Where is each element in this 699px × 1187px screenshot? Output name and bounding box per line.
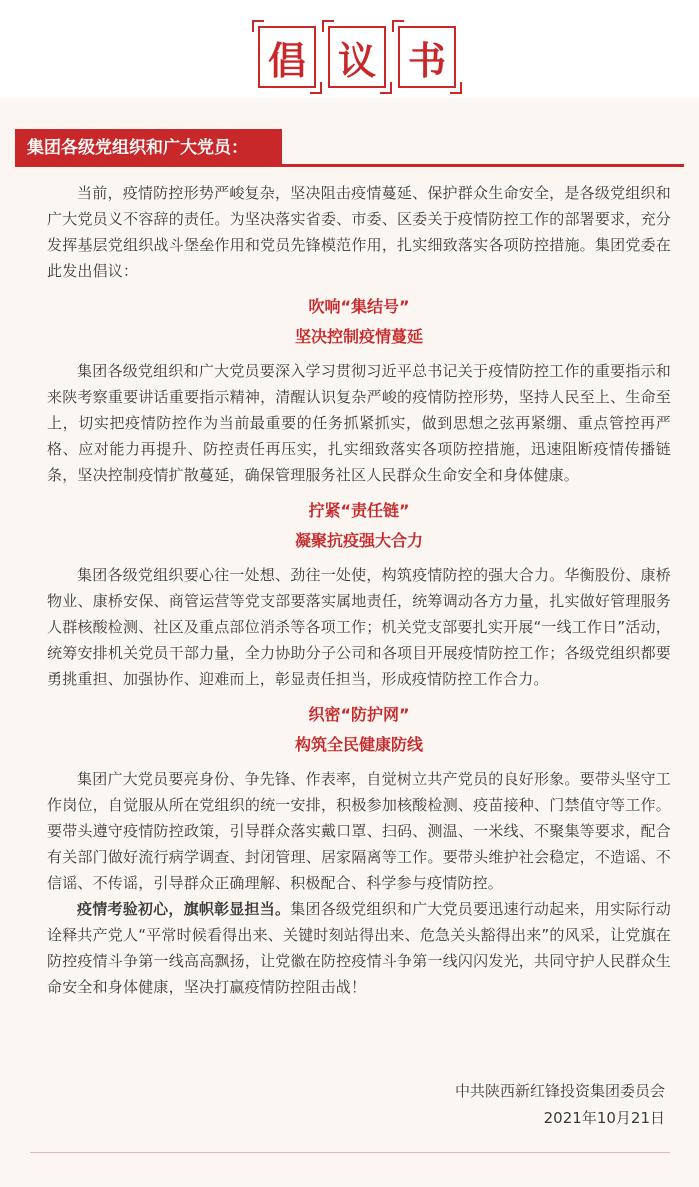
intro-paragraph: 当前，疫情防控形势严峻复杂，坚决阻击疫情蔓延、保护群众生命安全，是各级党组织和广大党员义不容辞的责任。为坚决落实省委、市委、区委关于疫情防控工作的部署要求，充分发挥基层党组织战斗堡垒作用和党员先锋模范作用，扎实细致落实各项防控措施。集团党委在此发出倡议： bbox=[47, 184, 671, 280]
section-subheading: 构筑全民健康防线 bbox=[294, 735, 423, 754]
title-char: 书 bbox=[398, 26, 456, 88]
document-title bbox=[258, 26, 456, 88]
section-heading: 吹响“集结号” bbox=[308, 297, 410, 316]
title-char: 议 bbox=[328, 26, 386, 88]
footer-divider bbox=[30, 1152, 670, 1153]
section-heading: 拧紧“责任链” bbox=[308, 501, 410, 520]
document-body bbox=[47, 180, 671, 1000]
section-paragraph: 集团各级党组织要心往一处想、劲往一处使，构筑疫情防控的强大合力。华衡股份、康桥物业、康桥安保、商管运营等党支部要落实属地责任，统筹调动各方力量，扎实做好管理服务人群核酸检测、社区及重点部位消杀等各项工作；机关党支部要扎实开展“一线工作日”活动，统筹安排机关党员干部力量，全力协助分子公司和各项目开展疫情防控工作；各级党组织都要勇挑重担、加强协作、迎难而上，彰显责任担当，形成疫情防控工作合力。 bbox=[47, 566, 671, 688]
title-area bbox=[0, 0, 699, 98]
signature-date: 2021年10月21日 bbox=[543, 1109, 665, 1127]
section-heading: 织密“防护网” bbox=[308, 705, 410, 724]
signature-block bbox=[455, 1078, 665, 1132]
section-paragraph: 集团广大党员要亮身份、争先锋、作表率，自觉树立共产党员的良好形象。要带头坚守工作岗位，自觉服从所在党组织的统一安排，积极参加核酸检测、疫苗接种、门禁值守等工作。要带头遵守疫情防控政策，引导群众落实戴口罩、扫码、测温、一米线、不聚集等要求，配合有关部门做好流行病学调查、封闭管理、居家隔离等工作。要带头维护社会稳定，不造谣、不信谣、不传谣，引导群众正确理解、积极配合、科学参与疫情防控。 bbox=[47, 770, 671, 892]
signature-org: 中共陕西新红锋投资集团委员会 bbox=[454, 1082, 665, 1100]
section-paragraph: 集团各级党组织和广大党员要深入学习贯彻习近平总书记关于疫情防控工作的重要指示和来陕考察重要讲话重要指示精神，清醒认识复杂严峻的疫情防控形势，坚持人民至上、生命至上，切实把疫情防控作为当前最重要的任务抓紧抓实，做到思想之弦再紧绷、重点管控再严格、应对能力再提升、防控责任再压实，扎实细致落实各项防控措施，迅速阻断疫情传播链条，坚决控制疫情扩散蔓延，确保管理服务社区人民群众生命安全和身体健康。 bbox=[47, 362, 671, 484]
section-subheading: 凝聚抗疫强大合力 bbox=[294, 531, 423, 550]
closing-lead: 疫情考验初心，旗帜彰显担当。 bbox=[77, 900, 291, 918]
closing-body: 集团各级党组织和广大党员要迅速行动起来，用实际行动诠释共产党人“平常时候看得出来、关键时刻站得出来、危急关头豁得出来”的风采，让党旗在防控疫情斗争第一线高高飘扬，让党徽在防控疫情斗争第一线闪闪发光，共同守护人民群众生命安全和身体健康，坚决打赢疫情防控阻击战！ bbox=[47, 900, 671, 996]
closing-paragraph bbox=[47, 896, 671, 1000]
title-char: 倡 bbox=[258, 26, 316, 88]
section-subheading: 坚决控制疫情蔓延 bbox=[294, 327, 423, 346]
salutation-banner: 集团各级党组织和广大党员： bbox=[15, 129, 282, 167]
